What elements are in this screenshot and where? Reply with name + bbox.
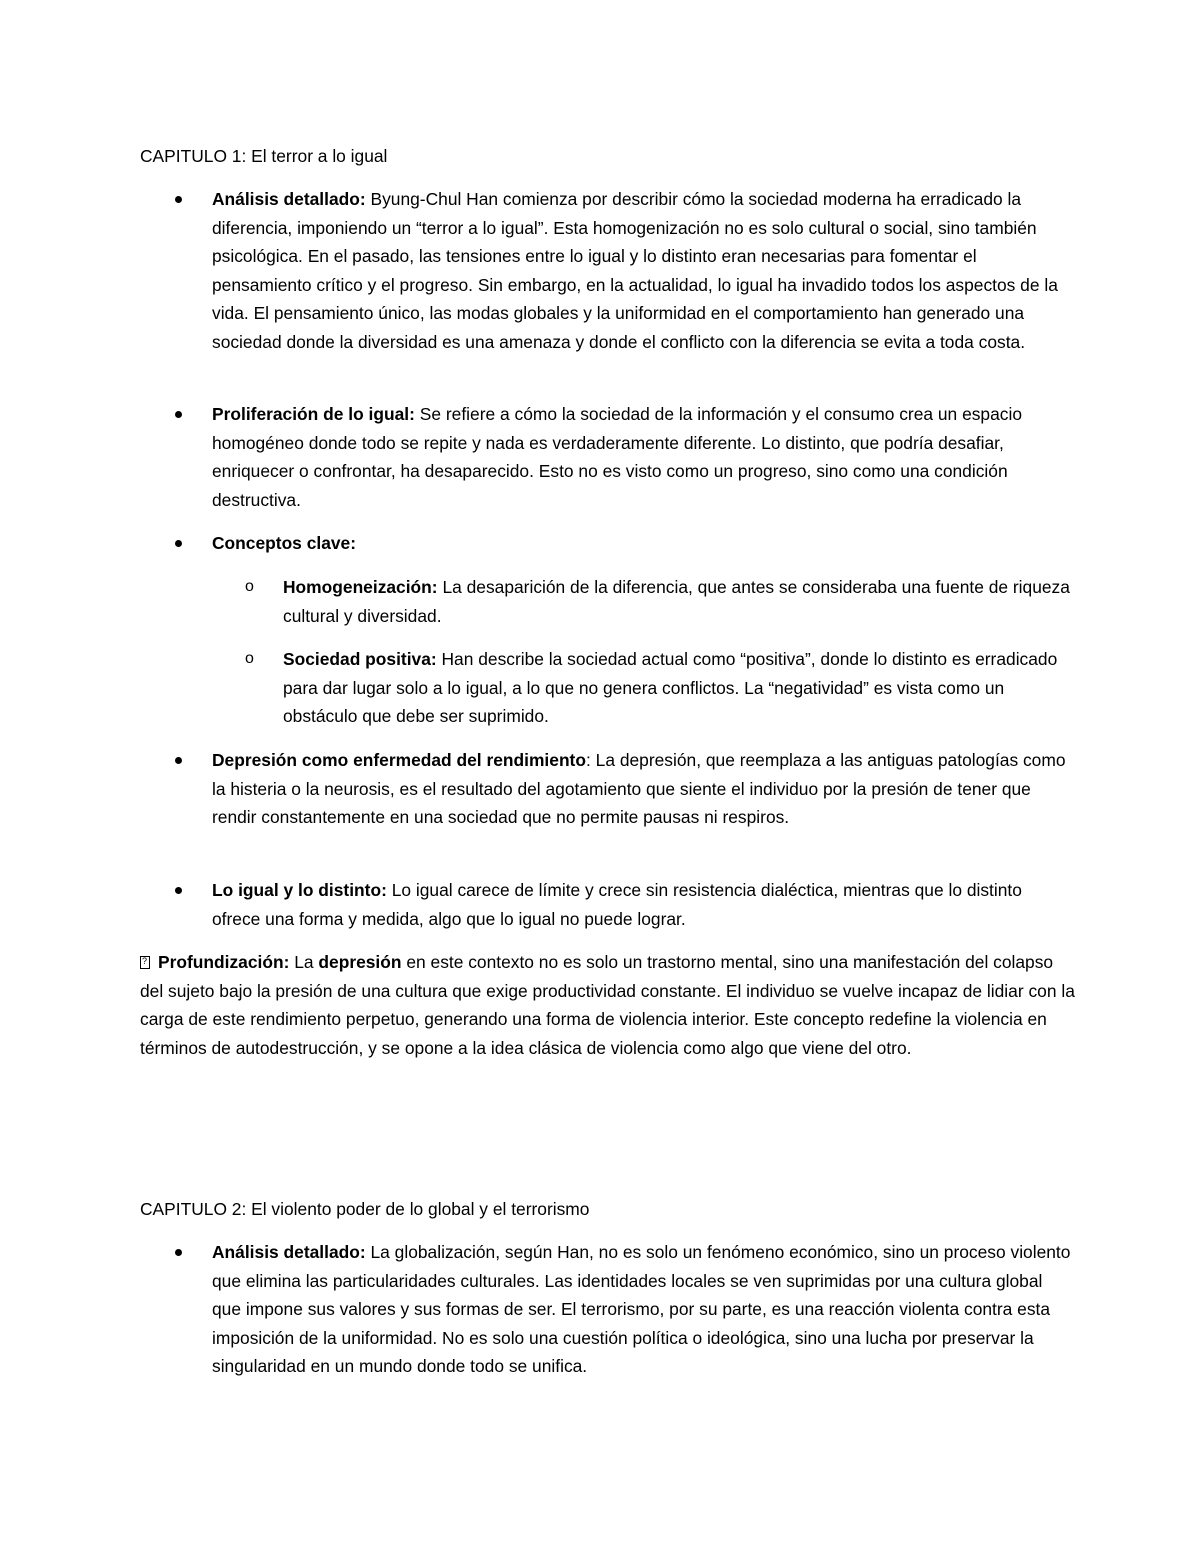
deepening-paragraph <box>140 948 1075 1062</box>
bullet-icon <box>175 411 182 418</box>
bullet-text: Se refiere a cómo la sociedad de la información y el consumo crea un espacio homogéneo donde todo se repite y nada es verdaderamente diferente. Lo distinto, que podría desafiar, enriquecer o confrontar, ha desaparecido. Esto no es visto como un progreso, sino como una condición destructiva. <box>212 404 1023 510</box>
bullet-term: Proliferación de lo igual: <box>212 404 415 424</box>
sub-item-term: Sociedad positiva: <box>283 649 437 669</box>
bullet-text: La globalización, según Han, no es solo un fenómeno económico, sino un proceso violento que elimina las particularidades culturales. Las identidades locales se ven suprimidas por una cultura global que impone sus valores y sus formas de ser. El terrorismo, por su parte, es una reacción violenta contra esta imposición de la uniformidad. No es solo una cuestión política o ideológica, sino una lucha por preservar la singularidad en un mundo donde todo se unifica. <box>212 1242 1071 1377</box>
sub-list-item <box>245 645 1073 731</box>
list-item <box>212 876 1072 933</box>
chapter-2-heading: CAPITULO 2: El violento poder de lo global y el terrorismo <box>140 1199 590 1219</box>
deepening-bold-word: depresión <box>318 952 402 972</box>
sub-list-item <box>245 573 1073 630</box>
list-item <box>212 185 1072 357</box>
list-item <box>212 529 1072 558</box>
bullet-icon <box>175 1249 182 1256</box>
bullet-term: Análisis detallado: <box>212 189 366 209</box>
sub-item-text: Han describe la sociedad actual como “positiva”, donde lo distinto es erradicado para dar lugar solo a lo igual, a lo que no genera conflictos. La “negatividad” es vista como un obstáculo que debe ser suprimido. <box>283 649 1058 727</box>
sub-item-text: La desaparición de la diferencia, que antes se consideraba una fuente de riqueza cultural y diversidad. <box>283 577 1070 626</box>
deepening-text: La <box>289 952 319 972</box>
bullet-text: Lo igual carece de límite y crece sin resistencia dialéctica, mientras que lo distinto ofrece una forma y medida, algo que lo igual no puede lograr. <box>212 880 1022 929</box>
bullet-icon <box>175 196 182 203</box>
bullet-term: Análisis detallado: <box>212 1242 366 1262</box>
list-item <box>212 1238 1072 1381</box>
bullet-text: Byung-Chul Han comienza por describir cómo la sociedad moderna ha erradicado la diferencia, imponiendo un “terror a lo igual”. Esta homogenización no es solo cultural o social, sino también psicológica. En el pasado, las tensiones entre lo igual y lo distinto eran necesarias para fomentar el pensamiento crítico y el progreso. Sin embargo, en la actualidad, lo igual ha invadido todos los aspectos de la vida. El pensamiento único, las modas globales y la uniformidad en el comportamiento han generado una sociedad donde la diversidad es una amenaza y donde el conflicto con la diferencia se evita a toda costa. <box>212 189 1058 352</box>
list-item <box>212 746 1072 832</box>
deepening-text: en este contexto no es solo un trastorno mental, sino una manifestación del colapso del sujeto bajo la presión de una cultura que exige productividad constante. El individuo se vuelve incapaz de lidiar con la carga de este rendimiento perpetuo, generando una forma de violencia interior. Este concepto redefine la violencia en términos de autodestrucción, y se opone a la idea clásica de violencia como algo que viene del otro. <box>140 952 1075 1058</box>
chapter-1-heading: CAPITULO 1: El terror a lo igual <box>140 146 388 166</box>
circle-bullet-icon: o <box>245 650 254 667</box>
bullet-text: : La depresión, que reemplaza a las antiguas patologías como la histeria o la neurosis, es el resultado del agotamiento que siente el individuo por la presión de tener que rendir constantemente en una sociedad que no permite pausas ni respiros. <box>212 750 1066 828</box>
sub-item-term: Homogeneización: <box>283 577 438 597</box>
bullet-term: Depresión como enfermedad del rendimiento <box>212 750 586 770</box>
list-item <box>212 400 1072 514</box>
missing-glyph-icon <box>140 956 150 969</box>
bullet-icon <box>175 887 182 894</box>
deepening-term: Profundización: <box>158 952 290 972</box>
bullet-icon <box>175 757 182 764</box>
bullet-icon <box>175 540 182 547</box>
bullet-term: Conceptos clave: <box>212 533 356 553</box>
circle-bullet-icon: o <box>245 578 254 595</box>
bullet-term: Lo igual y lo distinto: <box>212 880 387 900</box>
